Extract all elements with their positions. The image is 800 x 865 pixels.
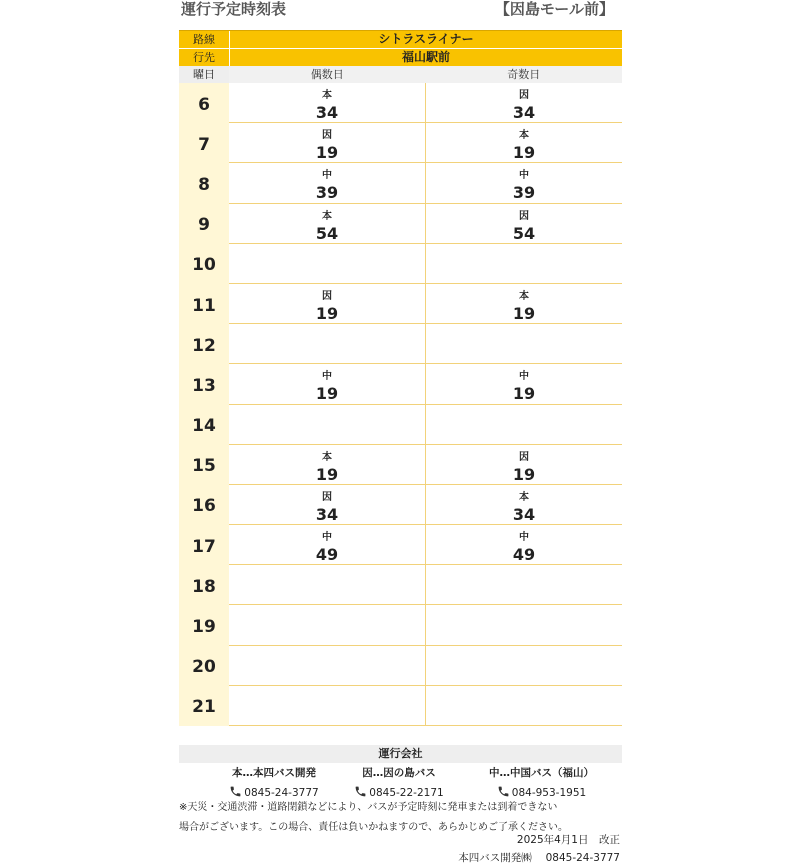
departure-minute: 54 bbox=[512, 223, 536, 243]
operator-mark: 因 bbox=[519, 210, 529, 222]
operator-mark: 本 bbox=[519, 491, 529, 503]
operator-phone: 0845-24-3777 bbox=[244, 787, 319, 799]
notice-line: ※天災・交通渋滞・道路閉鎖などにより、バスが予定時刻に発車または到着できない bbox=[179, 802, 558, 813]
departure-minute: 34 bbox=[315, 103, 339, 122]
departure-minute: 19 bbox=[512, 384, 536, 404]
page-title: 運行予定時刻表 bbox=[181, 0, 287, 18]
departure-minute: 19 bbox=[512, 464, 536, 484]
footer-area bbox=[179, 0, 622, 862]
departure-minute: 34 bbox=[512, 103, 536, 122]
hour-cell: 14 bbox=[179, 405, 229, 445]
operator-phone: 0845-22-2171 bbox=[369, 787, 444, 799]
hour-cell: 16 bbox=[179, 485, 229, 525]
departure-minute: 49 bbox=[512, 545, 536, 565]
operators-title: 運行会社 bbox=[179, 745, 622, 763]
stop-name: 【因島モール前】 bbox=[494, 0, 614, 18]
departure-minute: 34 bbox=[512, 504, 536, 524]
operator-name: 本…本四バス開発 bbox=[232, 767, 316, 779]
hour-cell: 21 bbox=[179, 686, 229, 726]
hour-cell: 19 bbox=[179, 605, 229, 645]
departure-minute: 19 bbox=[512, 303, 536, 323]
operator-mark: 中 bbox=[322, 371, 332, 383]
hour-cell: 18 bbox=[179, 565, 229, 605]
operator-mark: 中 bbox=[519, 532, 529, 544]
hour-cell: 11 bbox=[179, 284, 229, 324]
destination-label: 行先 bbox=[179, 49, 230, 66]
operator-mark: 中 bbox=[519, 170, 529, 182]
operator-mark: 本 bbox=[519, 290, 529, 302]
operator-mark: 中 bbox=[322, 170, 332, 182]
departure-minute: 39 bbox=[315, 183, 339, 203]
day-label: 曜日 bbox=[179, 66, 229, 83]
operator-mark: 本 bbox=[322, 451, 332, 463]
departure-minute: 19 bbox=[512, 143, 536, 163]
hour-cell: 6 bbox=[179, 83, 229, 123]
revision-date: 2025年4月1日 改正 bbox=[516, 834, 620, 846]
operator-name: 中…中国バス（福山） bbox=[489, 767, 594, 779]
departure-minute: 34 bbox=[315, 504, 339, 524]
operator-mark: 中 bbox=[519, 371, 529, 383]
hour-cell: 10 bbox=[179, 244, 229, 284]
departure-minute: 49 bbox=[315, 545, 339, 565]
operator-mark: 中 bbox=[322, 532, 332, 544]
departure-minute: 54 bbox=[315, 223, 339, 243]
operator-mark: 因 bbox=[322, 130, 332, 142]
footer-contact: 本四バス開発㈱ 0845-24-3777 bbox=[458, 852, 620, 864]
departure-minute: 19 bbox=[315, 464, 339, 484]
operator-mark: 本 bbox=[519, 130, 529, 142]
operator-item bbox=[479, 765, 604, 801]
operator-item bbox=[349, 765, 449, 801]
hour-cell: 9 bbox=[179, 204, 229, 244]
operator-mark: 因 bbox=[519, 90, 529, 101]
hour-cell: 7 bbox=[179, 123, 229, 163]
hour-cell: 20 bbox=[179, 646, 229, 686]
operator-mark: 因 bbox=[322, 491, 332, 503]
hour-cell: 13 bbox=[179, 364, 229, 404]
operator-item bbox=[219, 765, 329, 801]
day-even-header: 偶数日 bbox=[310, 68, 344, 81]
notice-line: 場合がございます。この場合、責任は負いかねますので、あらかじめご了承ください。 bbox=[179, 822, 568, 833]
route-value: シトラスライナー bbox=[378, 32, 474, 46]
hour-cell: 17 bbox=[179, 525, 229, 565]
departure-minute: 19 bbox=[315, 384, 339, 404]
route-label: 路線 bbox=[179, 31, 230, 48]
operator-name: 因…因の島バス bbox=[362, 767, 436, 779]
hour-cell: 12 bbox=[179, 324, 229, 364]
departure-minute: 19 bbox=[315, 143, 339, 163]
departure-minute: 39 bbox=[512, 183, 536, 203]
operator-phone: 084-953-1951 bbox=[511, 787, 587, 799]
destination-value: 福山駅前 bbox=[401, 50, 450, 64]
operator-mark: 因 bbox=[322, 290, 332, 302]
operator-mark: 因 bbox=[519, 451, 529, 463]
day-odd-header: 奇数日 bbox=[507, 68, 541, 81]
hour-cell: 8 bbox=[179, 163, 229, 203]
operator-mark: 本 bbox=[322, 90, 332, 101]
departure-minute: 19 bbox=[315, 303, 339, 323]
operator-mark: 本 bbox=[322, 210, 332, 222]
hour-cell: 15 bbox=[179, 445, 229, 485]
